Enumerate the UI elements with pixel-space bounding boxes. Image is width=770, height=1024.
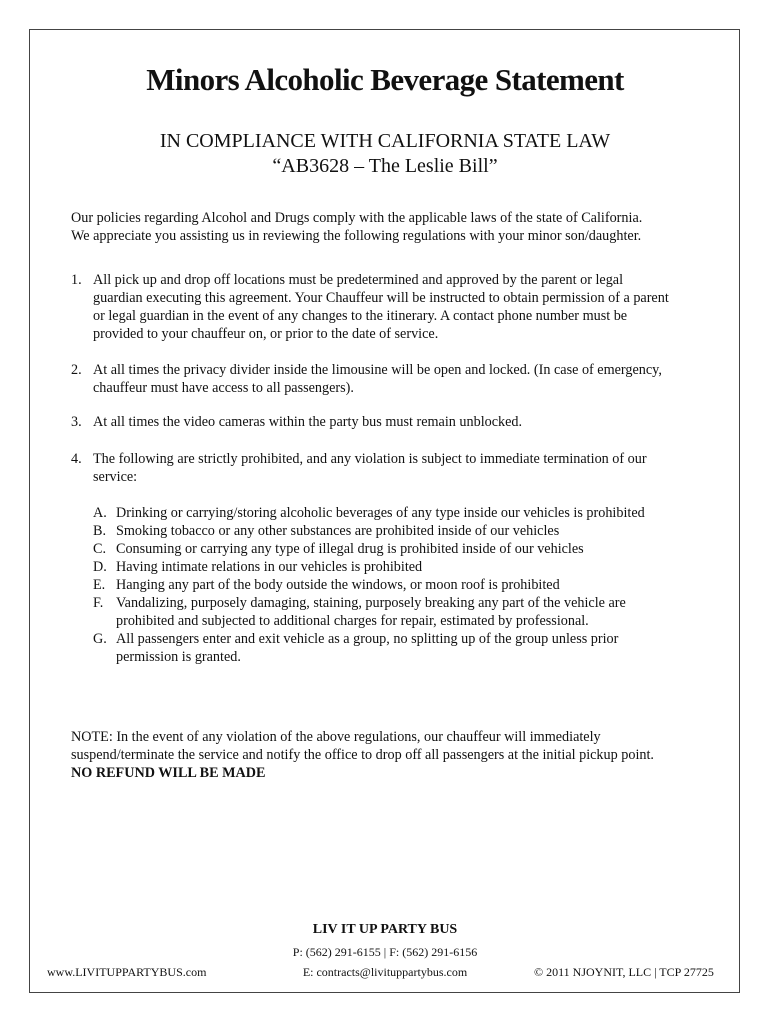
law-name: “AB3628 – The Leslie Bill” [272,155,498,177]
intro-line-2: We appreciate you assisting us in reviewing the following regulations with your minor son/daughter. [71,228,642,244]
rule-4-line-2: service: [93,469,138,485]
prohibited-d-letter: D. [93,559,107,575]
rule-1-number: 1. [71,272,82,288]
prohibited-g-letter: G. [93,631,107,647]
note-line-1: NOTE: In the event of any violation of the above regulations, our chauffeur will immediately [71,729,601,745]
rule-2-line-2: chauffeur must have access to all passengers). [93,380,354,396]
rule-3-line-1: At all times the video cameras within the party bus must remain unblocked. [93,414,523,430]
rule-1-line-3: or legal guardian in the event of any changes to the itinerary. A contact phone number must be [93,308,628,324]
no-refund-notice: NO REFUND WILL BE MADE [71,765,266,781]
document-title: Minors Alcoholic Beverage Statement [146,62,624,97]
company-website: www.LIVITUPPARTYBUS.com [47,965,207,979]
prohibited-b-letter: B. [93,523,107,539]
prohibited-f-text-1: Vandalizing, purposely damaging, staining, purposely breaking any part of the vehicle are [116,595,626,611]
prohibited-b-text: Smoking tobacco or any other substances are prohibited inside of our vehicles [116,523,560,539]
rule-4-number: 4. [71,451,82,467]
rule-3-number: 3. [71,414,82,430]
prohibited-f-letter: F. [93,595,104,611]
rule-4-line-1: The following are strictly prohibited, and any violation is subject to immediate termination of our [93,451,647,467]
rule-1-line-2: guardian executing this agreement. Your Chauffeur will be instructed to obtain permission of a parent [93,290,669,306]
intro-line-1: Our policies regarding Alcohol and Drugs comply with the applicable laws of the state of California. [71,210,643,226]
prohibited-e-text: Hanging any part of the body outside the windows, or moon roof is prohibited [116,577,560,593]
note-line-2: suspend/terminate the service and notify the office to drop off all passengers at the initial pickup point. [71,747,654,763]
rule-2-number: 2. [71,362,82,378]
prohibited-c-letter: C. [93,541,107,557]
rule-1-line-1: All pick up and drop off locations must be predetermined and approved by the parent or legal [93,272,624,288]
copyright-notice: © 2011 NJOYNIT, LLC | TCP 27725 [534,965,714,979]
compliance-heading: IN COMPLIANCE WITH CALIFORNIA STATE LAW [159,130,611,152]
prohibited-a-text: Drinking or carrying/storing alcoholic beverages of any type inside our vehicles is prohibited [116,505,645,521]
prohibited-g-text-2: permission is granted. [116,649,241,665]
company-name: LIV IT UP PARTY BUS [312,922,458,937]
rule-2-line-1: At all times the privacy divider inside the limousine will be open and locked. (In case of emergency, [93,362,662,378]
rule-1-line-4: provided to your chauffeur on, or prior to the date of service. [93,326,439,342]
prohibited-c-text: Consuming or carrying any type of illegal drug is prohibited inside of our vehicles [116,541,584,557]
company-phone-fax: P: (562) 291-6155 | F: (562) 291-6156 [292,945,478,959]
prohibited-a-letter: A. [93,505,107,521]
company-email: E: contracts@livituppartybus.com [302,965,468,979]
prohibited-e-letter: E. [93,577,106,593]
prohibited-g-text-1: All passengers enter and exit vehicle as a group, no splitting up of the group unless prior [116,631,619,647]
prohibited-d-text: Having intimate relations in our vehicles is prohibited [116,559,423,575]
prohibited-f-text-2: prohibited and subjected to additional charges for repair, estimated by professional. [116,613,589,629]
